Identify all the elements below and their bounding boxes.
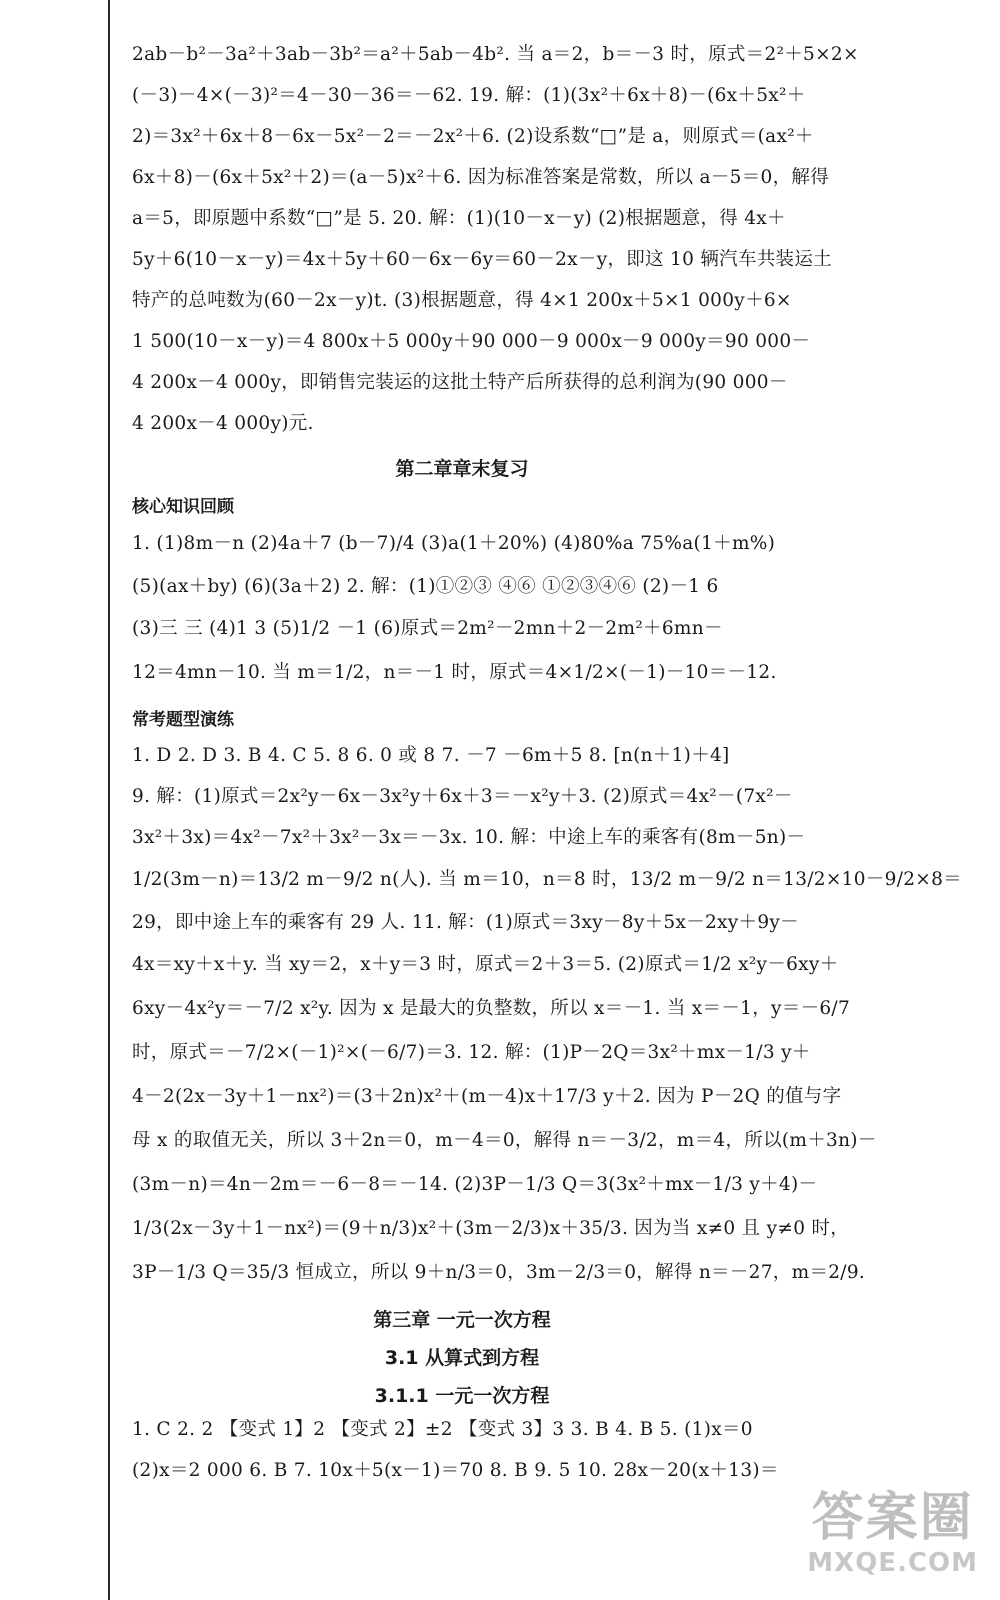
chapter-2-review-title: 第二章章末复习 xyxy=(395,458,529,480)
text-line: 4－2(2x－3y＋1－nx²)＝(3＋2n)x²＋(m－4)x＋17/3 y＋2. 因为 P－2Q 的值与字 xyxy=(132,1086,842,1107)
text-line: 3x²＋3x)＝4x²－7x²＋3x²－3x＝－3x. 10. 解：中途上车的乘客有(8m－5n)－ xyxy=(132,827,806,848)
text-line: (2)x＝2 000 6. B 7. 10x＋5(x－1)＝70 8. B 9. 5 10. 28x－20(x＋13)＝ xyxy=(132,1460,779,1481)
text-line: 12＝4mn－10. 当 m＝1/2，n＝－1 时，原式＝4×1/2×(－1)－10＝－12. xyxy=(132,662,777,683)
text-line: 母 x 的取值无关，所以 3＋2n＝0，m－4＝0，解得 n＝－3/2，m＝4，所以(m＋3n)－ xyxy=(132,1130,877,1151)
text-line: 29，即中途上车的乘客有 29 人. 11. 解：(1)原式＝3xy－8y＋5x－2xy＋9y－ xyxy=(132,912,799,933)
text-line: 1/2(3m－n)＝13/2 m－9/2 n(人). 当 m＝10，n＝8 时，13/2 m－9/2 n＝13/2×10－9/2×8＝ xyxy=(132,869,962,890)
common-types-block xyxy=(132,745,962,1305)
core-review-block xyxy=(132,532,792,705)
text-line: 6x＋8)－(6x＋5x²＋2)＝(a－5)x²＋6. 因为标准答案是常数，所以 a－5＝0，解得 xyxy=(132,167,829,188)
text-line: 1. D 2. D 3. B 4. C 5. 8 6. 0 或 8 7. －7 －6m＋5 8. [n(n＋1)＋4] xyxy=(132,745,730,766)
text-line: (5)(ax＋by) (6)(3a＋2) 2. 解：(1)①②③ ④⑥ ①②③④⑥ (2)－1 6 xyxy=(132,576,719,597)
common-types-heading: 常考题型演练 xyxy=(132,710,234,730)
text-line: 特产的总吨数为(60－2x－y)t. (3)根据题意，得 4×1 200x＋5×1 000y＋6× xyxy=(132,290,792,311)
text-line: 3P－1/3 Q＝35/3 恒成立，所以 9＋n/3＝0，3m－2/3＝0，解得 n＝－27，m＝2/9. xyxy=(132,1262,866,1283)
chapter-3-title: 第三章 一元一次方程 xyxy=(373,1309,551,1331)
text-line: 6xy－4x²y＝－7/2 x²y. 因为 x 是最大的负整数，所以 x＝－1. 当 x＝－1，y＝－6/7 xyxy=(132,998,851,1019)
chapter-3-answers xyxy=(132,1419,792,1501)
text-line: 1/3(2x－3y＋1－nx²)＝(9＋n/3)x²＋(3m－2/3)x＋35/3. 因为当 x≠0 且 y≠0 时， xyxy=(132,1218,850,1239)
text-line: 5y＋6(10－x－y)＝4x＋5y＋60－6x－6y＝60－2x－y，即这 10 辆汽车共装运土 xyxy=(132,249,832,270)
subsection-3-1-1-title: 3.1.1 一元一次方程 xyxy=(374,1385,550,1407)
core-review-heading: 核心知识回顾 xyxy=(132,497,234,517)
text-line: 2ab－b²－3a²＋3ab－3b²＝a²＋5ab－4b². 当 a＝2，b＝－3 时，原式＝2²＋5×2× xyxy=(132,44,859,65)
text-line: 4 200x－4 000y)元. xyxy=(132,413,314,434)
text-line: 4 200x－4 000y，即销售完装运的这批土特产后所获得的总利润为(90 000－ xyxy=(132,372,788,393)
text-line: 9. 解：(1)原式＝2x²y－6x－3x²y＋6x＋3＝－x²y＋3. (2)原式＝4x²－(7x²－ xyxy=(132,786,793,807)
answer-block-top xyxy=(132,44,859,454)
text-line: 4x＝xy＋x＋y. 当 xy＝2，x＋y＝3 时，原式＝2＋3＝5. (2)原式＝1/2 x²y－6xy＋ xyxy=(132,954,839,975)
text-line: 1. C 2. 2 【变式 1】2 【变式 2】±2 【变式 3】3 3. B 4. B 5. (1)x＝0 xyxy=(132,1419,753,1440)
page-binding-line xyxy=(108,0,110,1600)
watermark-logo: 答案圈 xyxy=(811,1488,974,1548)
watermark-url: MXQE.COM xyxy=(807,1548,978,1578)
text-line: (3m－n)＝4n－2m＝－6－8＝－14. (2)3P－1/3 Q＝3(3x²＋mx－1/3 y＋4)－ xyxy=(132,1174,818,1195)
page-content xyxy=(132,44,962,1501)
text-line: 1 500(10－x－y)＝4 800x＋5 000y＋90 000－9 000x－9 000y＝90 000－ xyxy=(132,331,811,352)
text-line: 时，原式＝－7/2×(－1)²×(－6/7)＝3. 12. 解：(1)P－2Q＝3x²＋mx－1/3 y＋ xyxy=(132,1042,811,1063)
text-line: 2)＝3x²＋6x＋8－6x－5x²－2＝－2x²＋6. (2)设系数“□”是 a，则原式＝(ax²＋ xyxy=(132,126,814,147)
text-line: 1. (1)8m－n (2)4a＋7 (b－7)/4 (3)a(1＋20%) (4)80%a 75%a(1＋m%) xyxy=(132,533,776,554)
watermark xyxy=(807,1488,978,1578)
text-line: (－3)－4×(－3)²＝4－30－36＝－62. 19. 解：(1)(3x²＋6x＋8)－(6x＋5x²＋ xyxy=(132,85,806,106)
text-line: a＝5，即原题中系数“□”是 5. 20. 解：(1)(10－x－y) (2)根据题意，得 4x＋ xyxy=(132,208,786,229)
section-3-1-title: 3.1 从算式到方程 xyxy=(384,1347,540,1369)
text-line: (3)三 三 (4)1 3 (5)1/2 －1 (6)原式＝2m²－2mn＋2－2m²＋6mn－ xyxy=(132,618,723,639)
